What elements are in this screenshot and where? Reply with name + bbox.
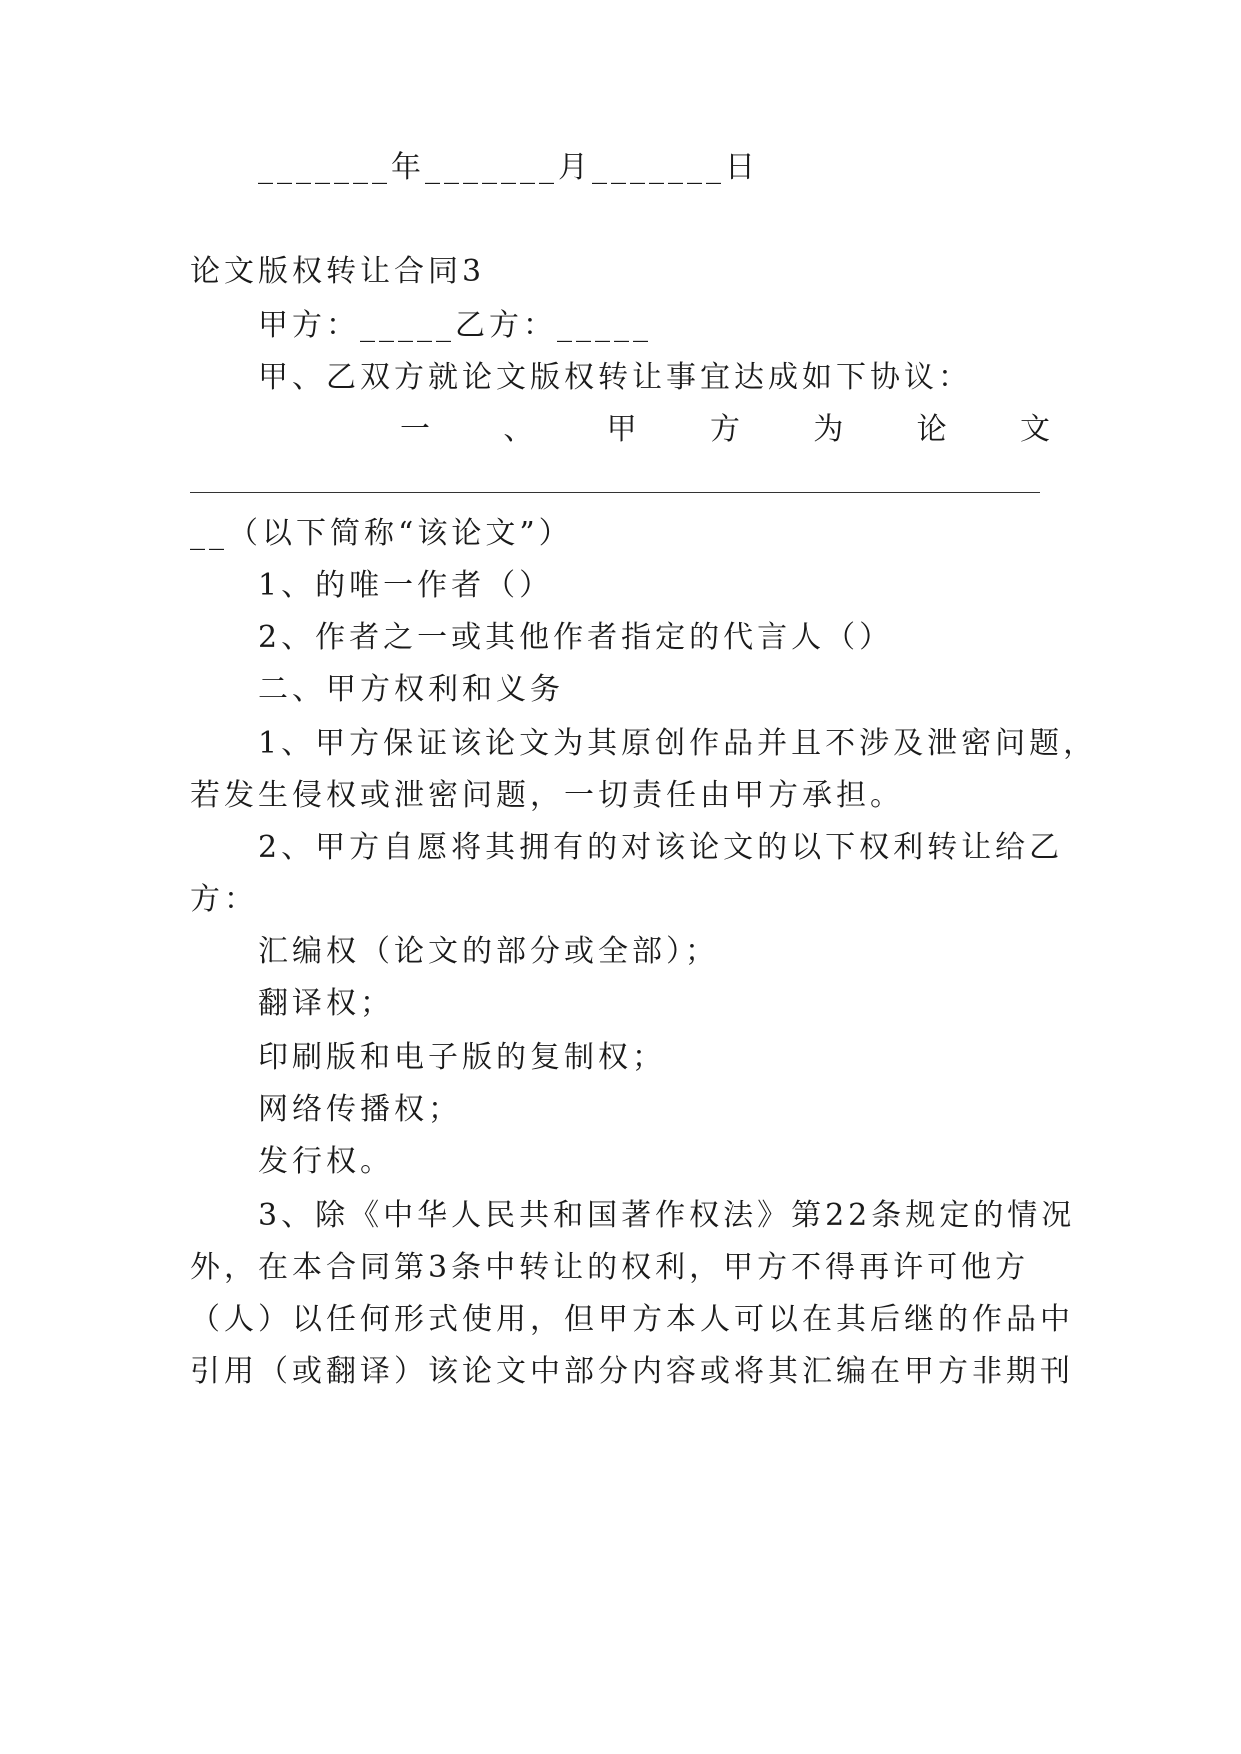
clause1-heading-char: 一 bbox=[400, 412, 430, 447]
right-item: 印刷版和电子版的复制权； bbox=[258, 1040, 666, 1075]
clause2-item3-line3: （人）以任何形式使用，但甲方本人可以在其后继的作品中 bbox=[190, 1302, 1074, 1337]
clause2-item1-line2: 若发生侵权或泄密问题，一切责任由甲方承担。 bbox=[190, 778, 904, 813]
clause1-heading bbox=[400, 410, 1050, 450]
clause1-heading-char: 为 bbox=[813, 412, 844, 447]
date-line: _______年_______月_______日 bbox=[258, 150, 759, 185]
intro-paragraph: 甲、乙双方就论文版权转让事宜达成如下协议： bbox=[258, 360, 972, 395]
clause2-item2-line1: 2、甲方自愿将其拥有的对该论文的以下权利转让给乙 bbox=[258, 830, 1064, 865]
right-item: 翻译权； bbox=[258, 986, 394, 1021]
title-blank-rule bbox=[190, 492, 1040, 493]
right-item: 网络传播权； bbox=[258, 1092, 462, 1127]
clause2-item3-line1: 3、除《中华人民共和国著作权法》第22条规定的情况 bbox=[258, 1198, 1076, 1233]
clause1-heading-char: 文 bbox=[1019, 412, 1050, 447]
clause2-item3-line4: 引用（或翻译）该论文中部分内容或将其汇编在甲方非期刊 bbox=[190, 1354, 1074, 1389]
right-item: 发行权。 bbox=[258, 1144, 394, 1179]
right-item: 汇编权（论文的部分或全部）； bbox=[258, 934, 719, 969]
parties-line: 甲方：_____乙方：_____ bbox=[258, 308, 652, 343]
clause2-item1-line1: 1、甲方保证该论文为其原创作品并且不涉及泄密问题， bbox=[258, 726, 1098, 761]
clause1-heading-char: 甲 bbox=[606, 412, 637, 447]
clause1-tail: __（以下简称“该论文”） bbox=[190, 516, 573, 551]
clause1-heading-char: 论 bbox=[916, 412, 947, 447]
clause2-heading: 二、甲方权利和义务 bbox=[258, 672, 564, 707]
document-title: 论文版权转让合同3 bbox=[190, 254, 486, 289]
clause1-heading-char: 方 bbox=[709, 412, 740, 447]
clause2-item3-line2: 外，在本合同第3条中转让的权利，甲方不得再许可他方 bbox=[190, 1250, 1030, 1285]
clause1-option-1: 1、的唯一作者（） bbox=[258, 568, 554, 603]
clause2-item2-line2: 方： bbox=[190, 882, 258, 917]
clause1-option-2: 2、作者之一或其他作者指定的代言人（） bbox=[258, 620, 894, 655]
clause1-heading-char: 、 bbox=[503, 412, 534, 447]
